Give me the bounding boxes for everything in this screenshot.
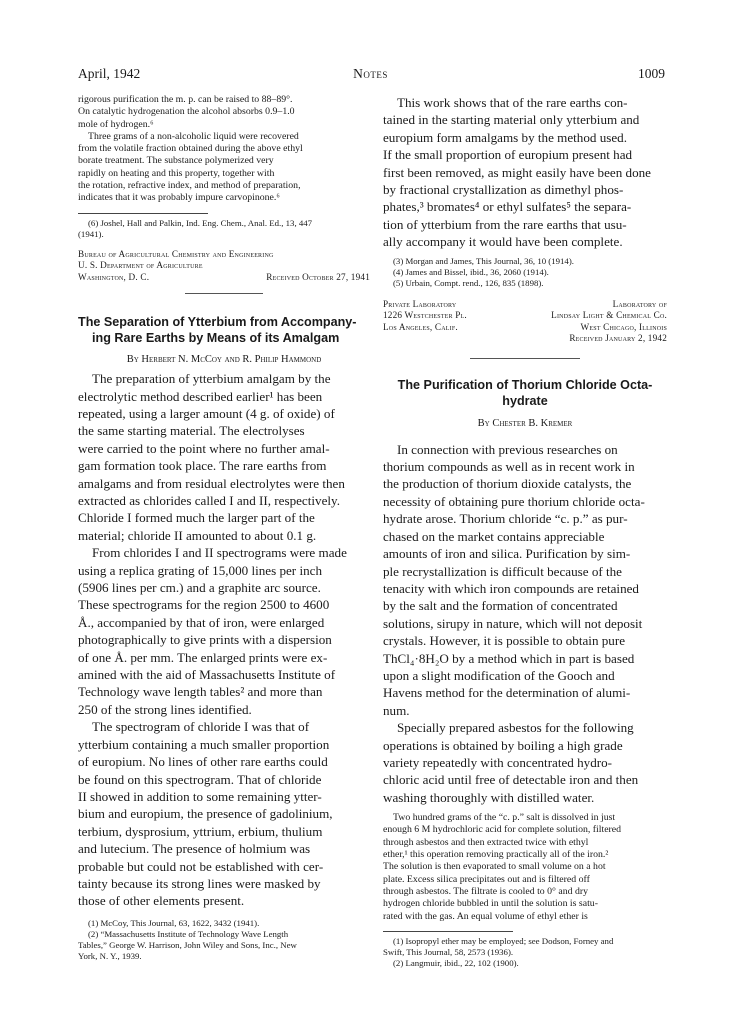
text-line: bium and europium, the presence of gadolinium, <box>78 806 333 822</box>
text-line: tained in the starting material only ytterbium and <box>383 112 640 128</box>
text-line: In connection with previous researches on <box>397 441 618 457</box>
text-line: electrolytic method described earlier¹ has been <box>78 388 323 404</box>
right-column <box>383 94 667 969</box>
affiliation-line: Bureau of Agricultural Chemistry and Engineering <box>78 248 274 259</box>
text-line: by the salt and the formation of concentrated <box>383 598 618 614</box>
text-line: variety repeatedly with concentrated hydro- <box>383 754 613 770</box>
text-line: the same starting material. The electrolyses <box>78 423 305 439</box>
left-column <box>78 94 370 962</box>
text-line: chased on the market contains appreciable <box>383 528 605 544</box>
text-line: washing thoroughly with distilled water. <box>383 789 595 805</box>
text-line: tion of ytterbium from the rare earths that usu- <box>383 216 627 232</box>
paragraph <box>78 370 370 544</box>
text-line: The spectrogram of chloride I was that of <box>92 719 310 735</box>
text-line: ThCl₄·8H₂O by a method which in part is based <box>383 650 635 666</box>
text-line: Specially prepared asbestos for the following <box>397 720 634 736</box>
continued-text-block <box>78 94 370 205</box>
text-line: operations is obtained by boiling a high grade <box>383 737 623 753</box>
text-line: thorium compounds as well as in recent work in <box>383 459 635 475</box>
text-line: These spectrograms for the region 2500 to 4600 <box>78 597 330 613</box>
text-line: hydrate arose. Thorium chloride “c. p.” as pur- <box>383 511 628 527</box>
address-left: Private Laboratory <box>383 298 457 309</box>
article-body <box>78 370 370 910</box>
footnote-rule <box>78 213 208 214</box>
footnote-rule <box>383 931 513 932</box>
text-line: material; chloride II amounted to about 0.1 g. <box>78 527 317 543</box>
address-row <box>383 299 667 311</box>
footnote-6 <box>78 218 370 240</box>
title-line: The Purification of Thorium Chloride Octa- <box>397 377 653 392</box>
text-line: If the small proportion of europium present had <box>383 147 633 163</box>
article-title <box>78 314 370 346</box>
address-row <box>383 310 667 322</box>
address-block <box>383 299 667 345</box>
text-line: through asbestos and then extracted twice with ethyl <box>383 836 589 848</box>
text-line: rigorous purification the m. p. can be raised to 88–89°. <box>78 94 293 105</box>
footnotes-3-5 <box>383 256 667 289</box>
footnote-line: (1) McCoy, This Journal, 63, 1622, 3432 (1941). <box>88 917 260 928</box>
text-line: rated with the gas. An equal volume of ethyl ether is <box>383 910 588 922</box>
affiliation-line: U. S. Department of Agriculture <box>78 260 203 271</box>
title-line: The Separation of Ytterbium from Accompany- <box>78 315 357 330</box>
address-right: Laboratory of <box>612 298 667 309</box>
paragraph <box>383 719 667 806</box>
footnotes <box>78 918 370 962</box>
text-line: photographically to give prints with a dispersion <box>78 632 332 648</box>
footnote-line: (6) Joshel, Hall and Palkin, Ind. Eng. Chem., Anal. Ed., 13, 447 <box>88 217 313 228</box>
text-line: borate treatment. The substance polymerized very <box>78 155 274 167</box>
footnote-line: (1) Isopropyl ether may be employed; see Dodson, Forney and <box>393 935 614 946</box>
text-line: terbium, dysprosium, yttrium, erbium, thulium <box>78 823 323 839</box>
text-line: num. <box>383 702 410 718</box>
text-line: This work shows that of the rare earths con- <box>397 95 628 110</box>
text-line: the rotation, refractive index, and method of preparation, <box>78 180 301 192</box>
text-line: were carried to the point where no further amal- <box>78 440 330 456</box>
page-number: 1009 <box>638 66 665 81</box>
article-divider <box>185 293 263 294</box>
article-divider <box>470 358 580 359</box>
address-left: 1226 Westchester Pl. <box>383 310 467 321</box>
text-line: solutions, sirupy in nature, which will not deposit <box>383 615 643 631</box>
text-line: of europium. No lines of other rare earths could <box>78 754 328 770</box>
text-line: crystals. However, it is possible to obtain pure <box>383 633 626 649</box>
text-line: Three grams of a non-alcoholic liquid were recovered <box>88 130 299 142</box>
procedure-paragraph <box>383 812 667 923</box>
text-line: amounts of iron and silica. Purification by sim- <box>383 546 631 562</box>
text-line: hydrogen chloride bubbled in until the solution is satu- <box>383 898 598 910</box>
affiliation-city: Washington, D. C. <box>78 271 150 282</box>
text-line: chloric acid until free of detectable iron and then <box>383 772 639 788</box>
text-line: from the volatile fraction obtained during the above ethyl <box>78 143 303 155</box>
text-line: The preparation of ytterbium amalgam by the <box>92 371 331 387</box>
text-line: phates,³ bromates⁴ or ethyl sulfates⁵ the separa- <box>383 199 632 215</box>
text-line: europium form amalgams by the method used. <box>383 129 627 145</box>
text-line: rapidly on heating and this property, together with <box>78 167 275 179</box>
text-line: From chlorides I and II spectrograms were made <box>92 545 347 561</box>
text-line: extracted as chlorides called I and II, respectively. <box>78 493 340 509</box>
text-line: of one Å. per mm. The enlarged prints were ex- <box>78 649 328 665</box>
footnote-line: York, N. Y., 1939. <box>78 950 142 961</box>
text-line: ally accompany it would have been complete. <box>383 234 623 250</box>
footnote-line: (2) Langmuir, ibid., 22, 102 (1900). <box>393 957 519 968</box>
affiliation-row <box>78 272 370 284</box>
text-line: enough 6 M hydrochloric acid for complete solution, filtered <box>383 824 622 836</box>
address-right: West Chicago, Illinois <box>580 321 667 332</box>
text-line: upon a slight modification of the Gooch and <box>383 667 615 683</box>
paragraph <box>78 718 370 909</box>
text-line: (5906 lines per cm.) and a graphite arc source. <box>78 580 321 596</box>
text-line: by fractional crystallization as dimethyl phos- <box>383 182 624 198</box>
text-line: ether,¹ this operation removing practically all of the iron.² <box>383 849 609 861</box>
footnote-line: (4) James and Bissel, ibid., 36, 2060 (1914). <box>393 266 549 277</box>
article-authors: By Chester B. Kremer <box>477 417 573 429</box>
text-line: II showed in addition to some remaining ytter- <box>78 788 322 804</box>
footnote-line: (5) Urbain, Compt. rend., 126, 835 (1898). <box>393 277 544 288</box>
text-line: tainty because its strong lines were masked by <box>78 875 321 891</box>
text-line: and lutecium. The presence of holmium was <box>78 841 311 857</box>
article-authors: By Herbert N. McCoy and R. Philip Hammond <box>126 354 322 366</box>
text-line: Å., accompanied by that of iron, were enlarged <box>78 614 325 630</box>
received-date: Received January 2, 1942 <box>569 333 667 344</box>
text-line: 250 of the strong lines identified. <box>78 701 252 717</box>
text-line: repeated, using a larger amount (4 g. of oxide) of <box>78 405 335 421</box>
text-line: The solution is then evaporated to small volume on a hot <box>383 861 606 873</box>
address-row <box>383 322 667 334</box>
text-line: Havens method for the determination of alumi- <box>383 685 631 701</box>
received-date: Received October 27, 1941 <box>266 271 370 282</box>
affiliation-block <box>78 249 370 284</box>
text-line: necessity of obtaining pure thorium chloride octa- <box>383 493 645 509</box>
footnote-line: (3) Morgan and James, This Journal, 36, 10 (1914). <box>393 255 574 266</box>
text-line: plate. Excess silica precipitates out and is filtered off <box>383 873 590 885</box>
continued-paragraph <box>383 94 667 251</box>
text-line: amined with the aid of Massachusetts Institute of <box>78 667 336 683</box>
text-line: mole of hydrogen.⁶ <box>78 118 154 130</box>
footnote-line: Swift, This Journal, 58, 2573 (1936). <box>383 946 514 957</box>
article-body <box>383 441 667 807</box>
running-head-date: April, 1942 <box>78 66 141 81</box>
text-line: Two hundred grams of the “c. p.” salt is dissolved in just <box>393 812 616 824</box>
paragraph <box>383 441 667 720</box>
footnote-line: Tables,” George W. Harrison, John Wiley and Sons, Inc., New <box>78 939 297 950</box>
footnote-line: (2) “Massachusetts Institute of Technology Wave Length <box>88 928 289 939</box>
article-title <box>383 377 667 409</box>
footnote-line: (1941). <box>78 228 104 239</box>
text-line: be found on this spectrogram. That of chloride <box>78 771 322 787</box>
text-line: indicates that it was probably impure carvopinone.⁶ <box>78 192 280 204</box>
text-line: tenacity with which iron compounds are retained <box>383 580 639 596</box>
title-line: hydrate <box>502 393 548 408</box>
text-line: amalgams and from residual electrolytes were then <box>78 475 345 491</box>
text-line: ytterbium containing a much smaller proportion <box>78 736 330 752</box>
text-line: On catalytic hydrogenation the alcohol absorbs 0.9–1.0 <box>78 106 295 118</box>
running-head-section: Notes <box>353 66 388 81</box>
text-line: gam formation took place. The rare earths from <box>78 458 327 474</box>
address-row <box>383 333 667 345</box>
text-line: those of other elements present. <box>78 893 245 909</box>
text-line: Technology wave length tables² and more than <box>78 684 323 700</box>
text-line: using a replica grating of 15,000 lines per inch <box>78 562 322 578</box>
text-line: through asbestos. The filtrate is cooled to 0° and dry <box>383 885 589 897</box>
footnotes <box>383 936 667 969</box>
address-right: Lindsay Light & Chemical Co. <box>551 310 667 321</box>
address-left: Los Angeles, Calif. <box>383 321 458 332</box>
paragraph <box>78 544 370 718</box>
text-line: first been removed, as might easily have been done <box>383 164 651 180</box>
text-line: Chloride I formed much the larger part of the <box>78 510 315 526</box>
title-line: ing Rare Earths by Means of its Amalgam <box>92 331 340 346</box>
text-line: the production of thorium dioxide catalysts, the <box>383 476 632 492</box>
text-line: ple recrystallization is difficult because of the <box>383 563 622 579</box>
text-line: probable but could not be established with cer- <box>78 858 324 874</box>
